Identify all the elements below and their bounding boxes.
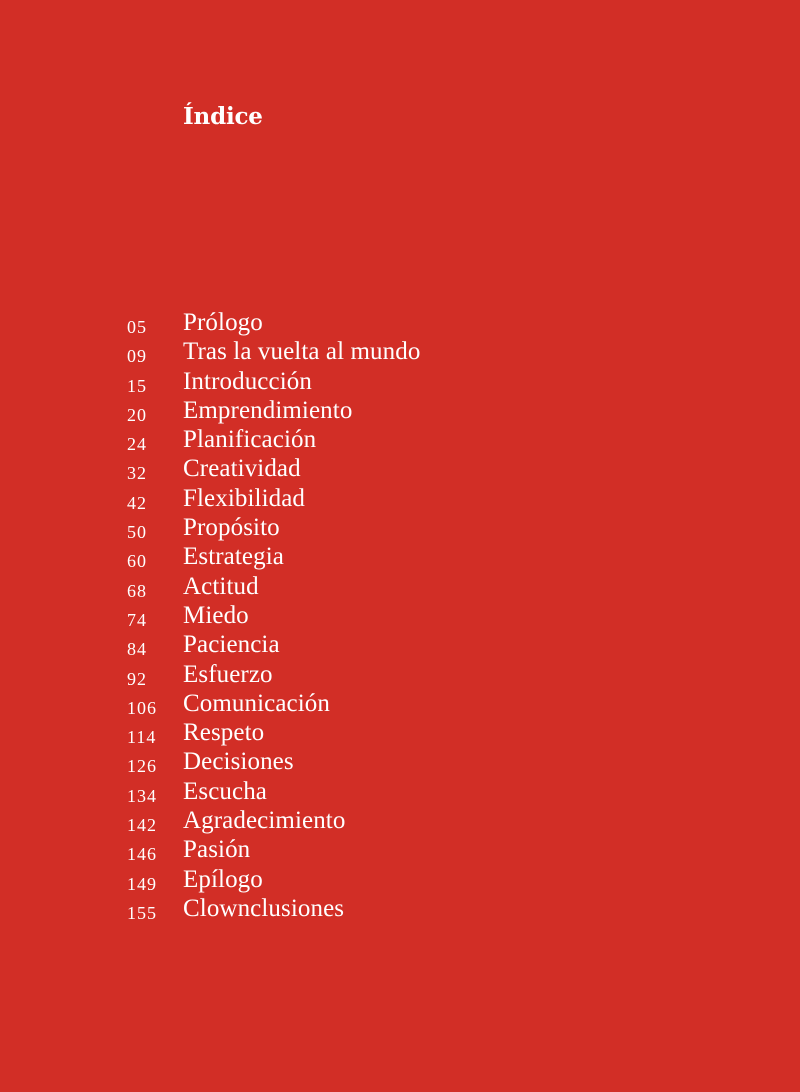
toc-chapter-title: Emprendimiento [183, 396, 353, 424]
toc-chapter-title: Flexibilidad [183, 484, 306, 512]
toc-chapter-title: Escucha [183, 777, 267, 805]
toc-entry [0, 660, 800, 689]
toc-page-number: 24 [127, 434, 147, 455]
toc-entry [0, 747, 800, 776]
toc-chapter-title: Prólogo [183, 309, 263, 336]
toc-chapter-title: Creatividad [183, 455, 301, 483]
toc-page-number: 84 [127, 639, 147, 660]
toc-chapter-title: Estrategia [183, 543, 284, 571]
toc-page-number: 50 [127, 522, 147, 543]
toc-chapter-title: Actitud [183, 572, 259, 600]
toc-chapter-title: Comunicación [183, 689, 331, 717]
toc-chapter-title: Clownclusiones [183, 894, 345, 922]
toc-entry [0, 601, 800, 630]
toc-entry [0, 454, 800, 483]
toc-entry [0, 777, 800, 806]
toc-entry [0, 367, 800, 396]
toc-page-number: 134 [127, 785, 157, 806]
toc-chapter-title: Respeto [183, 719, 265, 747]
toc-entry [0, 542, 800, 571]
toc-chapter-title: Tras la vuelta al mundo [183, 338, 421, 366]
toc-page-number: 155 [127, 902, 157, 923]
table-of-contents [0, 308, 800, 923]
toc-chapter-title: Pasión [183, 836, 251, 864]
toc-page-number: 09 [127, 346, 147, 367]
toc-entry [0, 894, 800, 923]
toc-page-number: 74 [127, 609, 147, 630]
toc-entry [0, 572, 800, 601]
toc-chapter-title: Miedo [183, 601, 249, 629]
toc-chapter-title: Propósito [183, 514, 280, 542]
toc-page-number: 68 [127, 580, 147, 601]
toc-entry [0, 337, 800, 366]
toc-chapter-title: Introducción [183, 367, 312, 395]
toc-page-number: 20 [127, 404, 147, 425]
page-title: Índice [183, 103, 263, 130]
toc-entry [0, 308, 800, 337]
toc-page-number: 42 [127, 492, 147, 513]
toc-chapter-title: Agradecimiento [183, 807, 346, 835]
toc-page-number: 114 [127, 727, 157, 748]
toc-page-number: 149 [127, 873, 157, 894]
toc-chapter-title: Paciencia [183, 631, 280, 659]
toc-entry [0, 835, 800, 864]
toc-chapter-title: Decisiones [183, 748, 294, 776]
toc-entry [0, 484, 800, 513]
toc-page-number: 126 [127, 756, 157, 777]
toc-entry [0, 718, 800, 747]
toc-page-number: 106 [127, 697, 157, 718]
toc-page-number: 15 [127, 375, 147, 396]
toc-entry [0, 425, 800, 454]
toc-entry [0, 806, 800, 835]
toc-entry [0, 513, 800, 542]
toc-entry [0, 630, 800, 659]
toc-page-number: 05 [127, 317, 147, 337]
toc-page-number: 142 [127, 815, 157, 836]
toc-entry [0, 396, 800, 425]
toc-entry [0, 865, 800, 894]
toc-page-number: 32 [127, 463, 147, 484]
toc-page-number: 92 [127, 668, 147, 689]
toc-chapter-title: Esfuerzo [183, 660, 273, 688]
toc-chapter-title: Planificación [183, 426, 317, 454]
toc-entry [0, 689, 800, 718]
toc-chapter-title: Epílogo [183, 865, 263, 893]
toc-page-number: 146 [127, 844, 157, 865]
toc-page-number: 60 [127, 551, 147, 572]
